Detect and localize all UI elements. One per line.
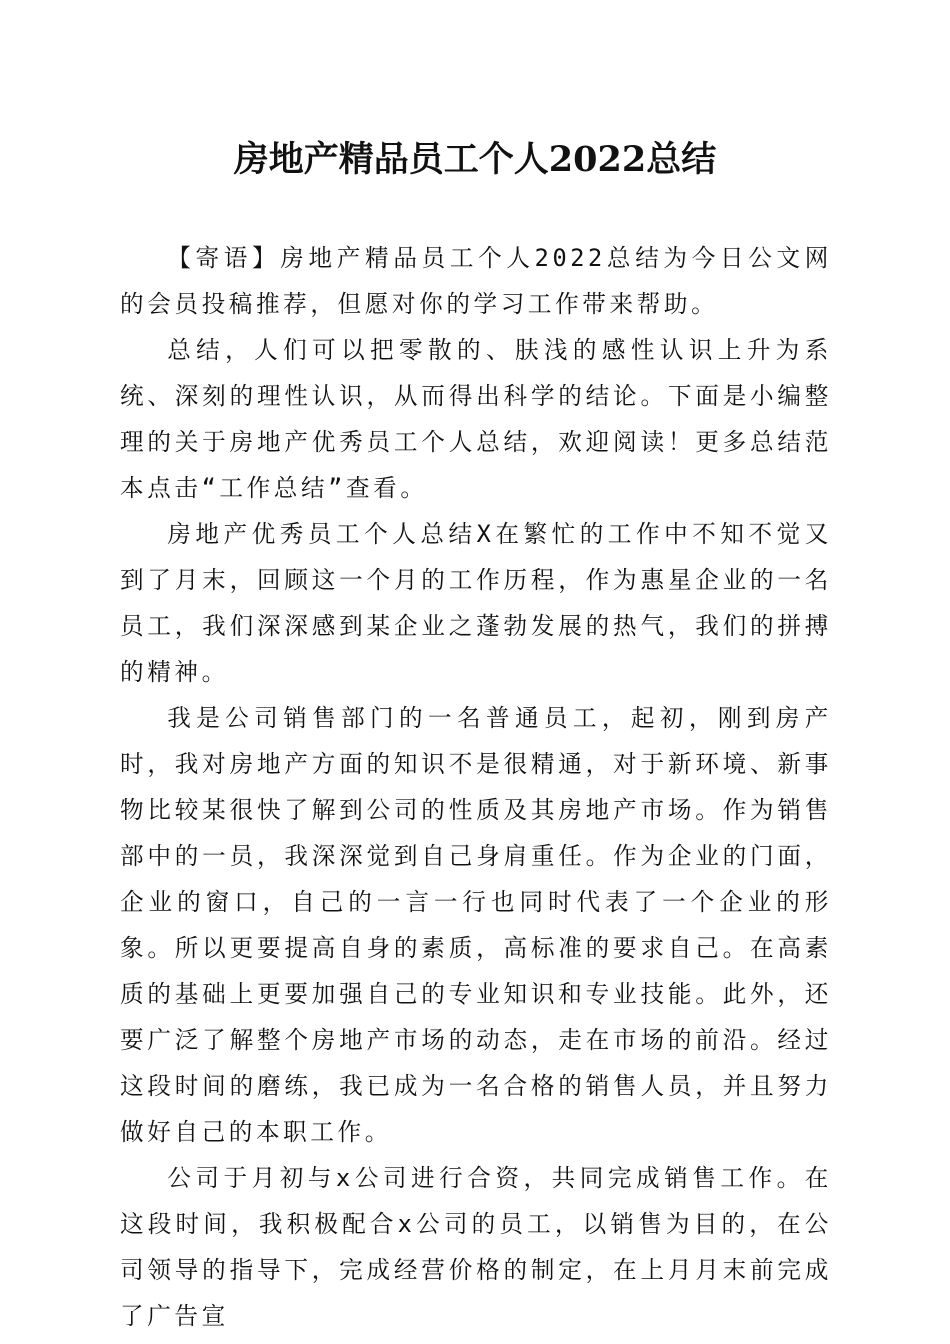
paragraph-summary-opening: 房地产优秀员工个人总结X在繁忙的工作中不知不觉又到了月末，回顾这一个月的工作历程，作为惠星企业的一名员工，我们深深感到某企业之蓬勃发展的热气，我们的拼搏的精神。 [120,520,832,686]
document-title: 房地产精品员工个人2022总结 [233,139,717,180]
paragraph-foreword: 【寄语】房地产精品员工个人2022总结为今日公文网的会员投稿推荐，但愿对你的学习工作带来帮助。 [120,244,832,318]
paragraph-sales-role: 我是公司销售部门的一名普通员工，起初，刚到房产时，我对房地产方面的知识不是很精通，对于新环境、新事物比较某很快了解到公司的性质及其房地产市场。作为销售部中的一员，我深深觉到自己身肩重任。作为企业的门面，企业的窗口，自己的一言一行也同时代表了一个企业的形象。所以更要提高自身的素质，高标准的要求自己。在高素质的基础上更要加强自己的专业知识和专业技能。此外，还要广泛了解整个房地产市场的动态，走在市场的前沿。经过这段时间的磨练，我已成为一名合格的销售人员，并且努力做好自己的本职工作。 [120,704,832,1146]
paragraph-joint-venture: 公司于月初与x公司进行合资，共同完成销售工作。在这段时间，我积极配合x公司的员工，以销售为目的，在公司领导的指导下，完成经营价格的制定，在上月月末前完成了广告宣 [120,1164,832,1330]
paragraph-intro: 总结，人们可以把零散的、肤浅的感性认识上升为系统、深刻的理性认识，从而得出科学的结论。下面是小编整理的关于房地产优秀员工个人总结，欢迎阅读！更多总结范本点击“工作总结”查看。 [120,336,832,502]
document-body [120,235,832,1339]
